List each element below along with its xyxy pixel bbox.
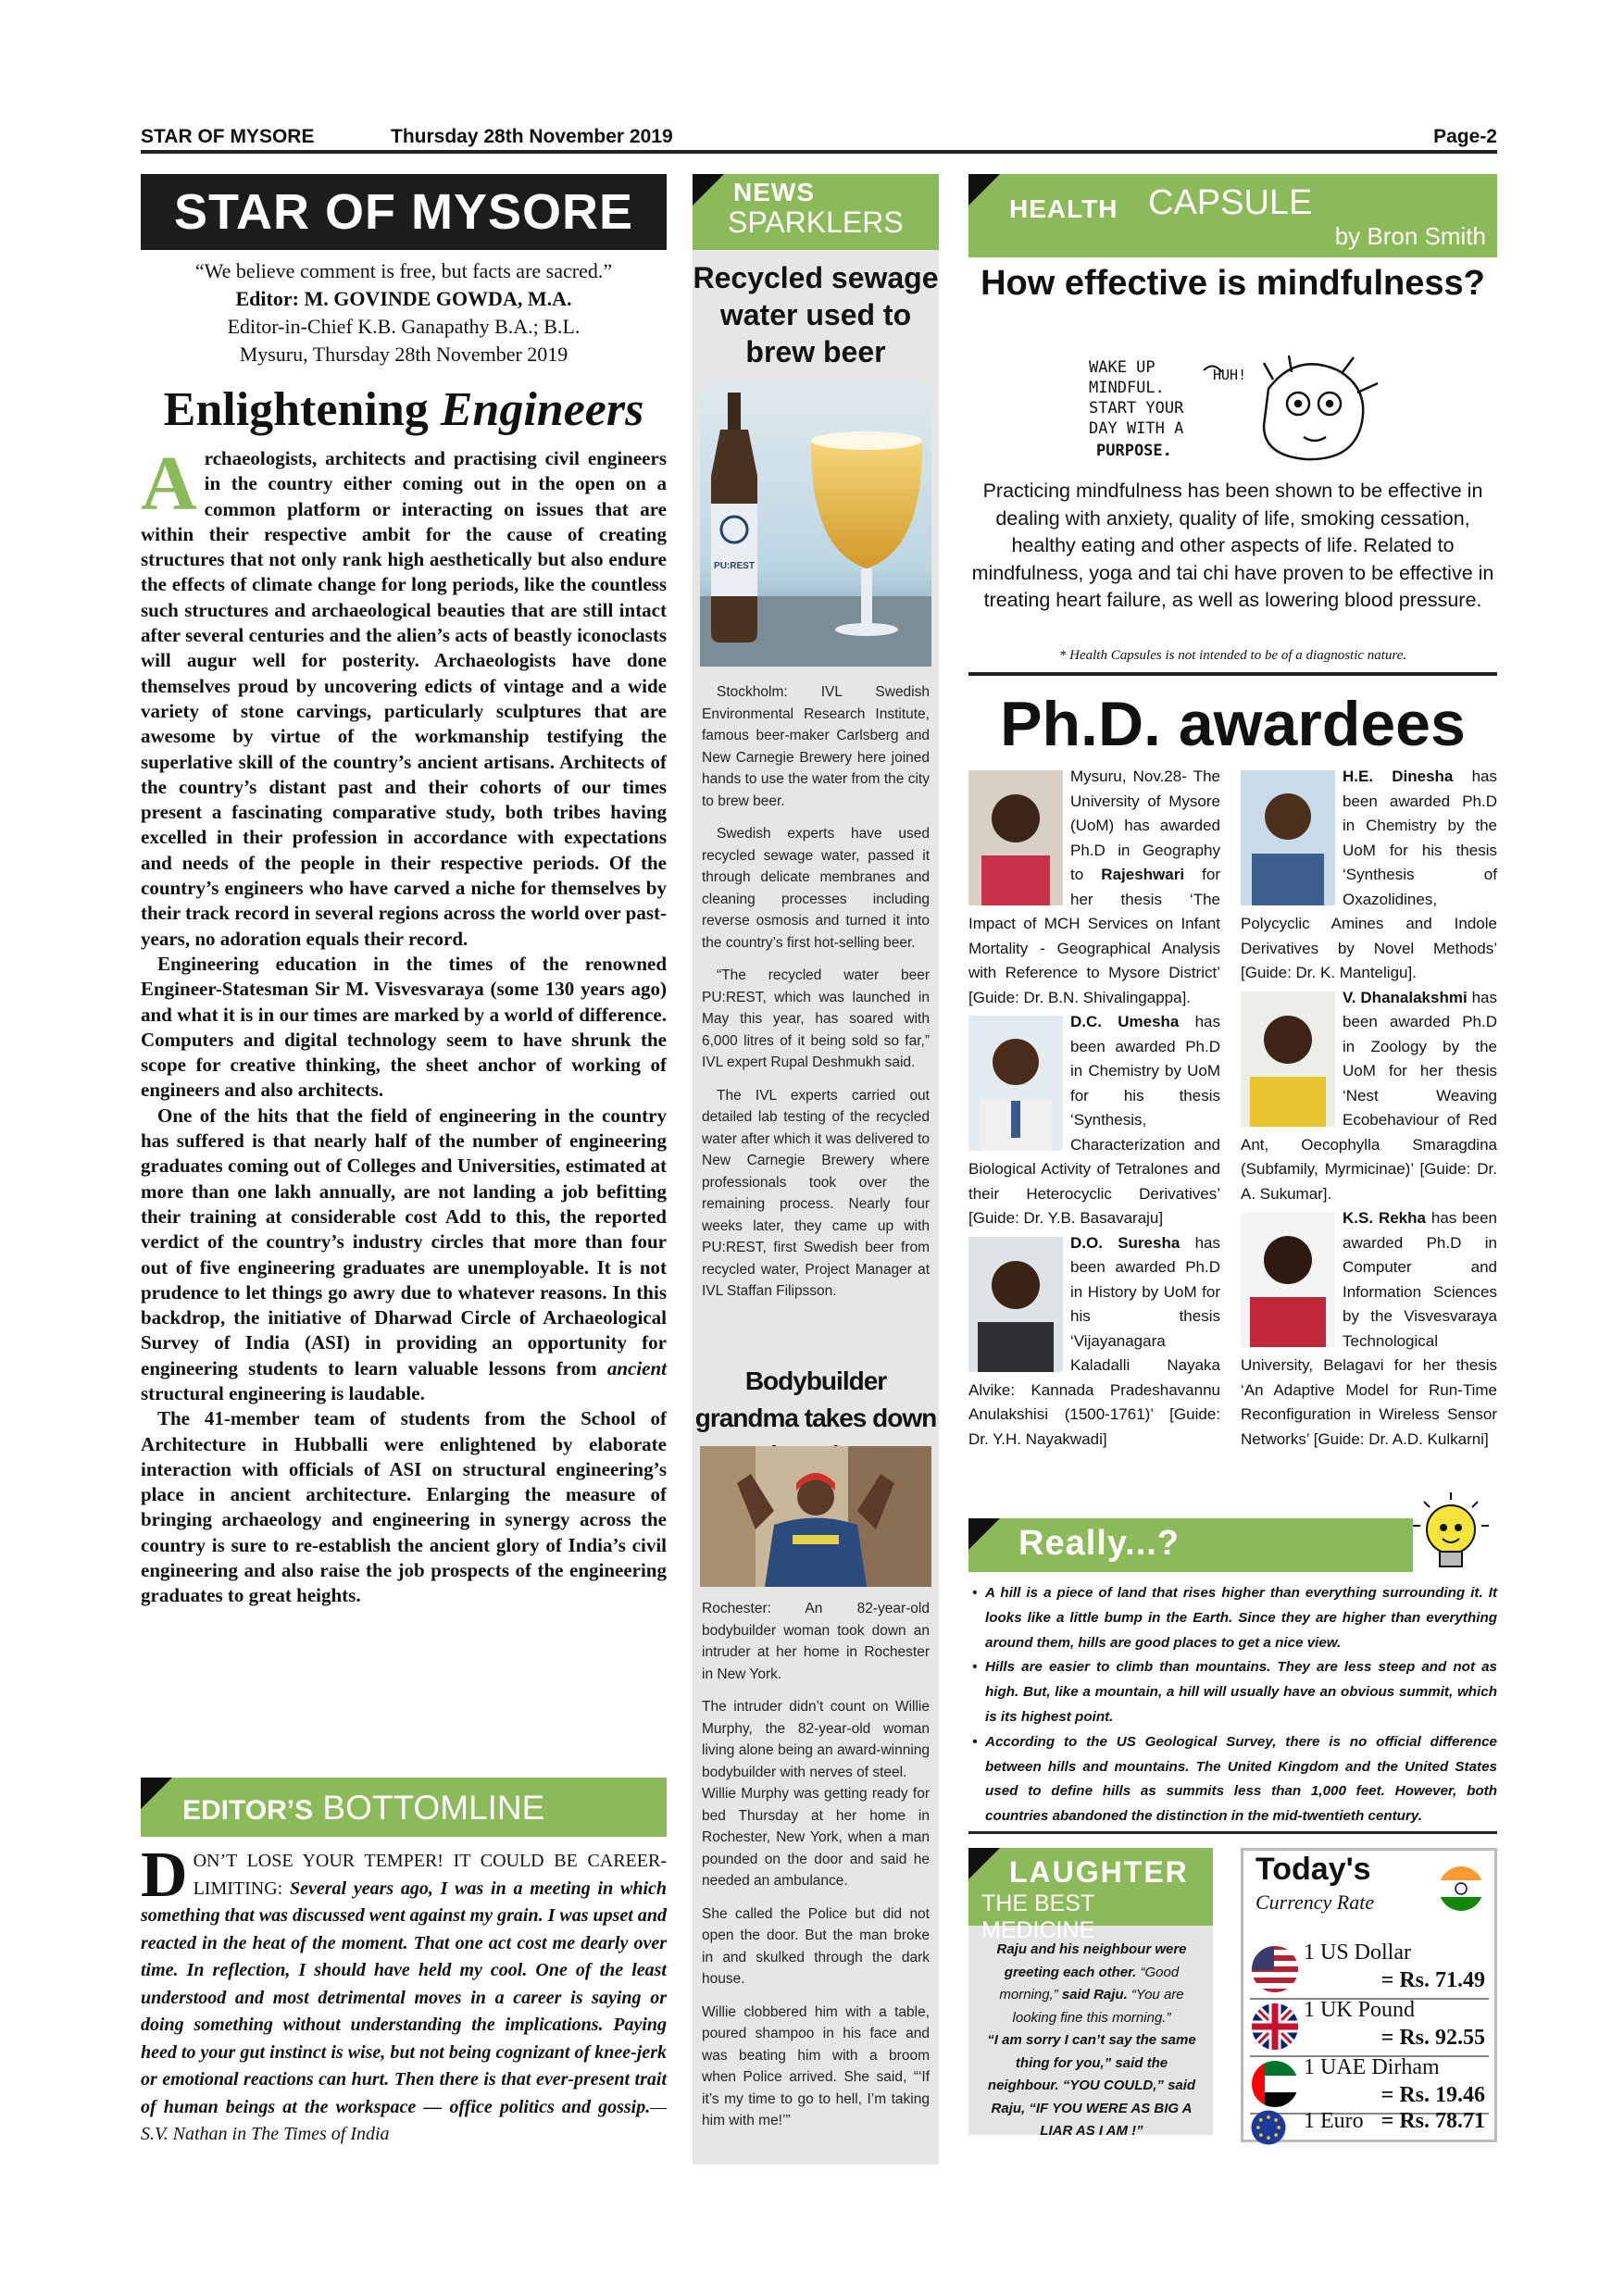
laughter-joke [987,1939,1196,2143]
phd-text: has been awarded Ph.D in Chemistry by the UoM for his thesis ‘Synthesis of Oxazolidines, Polycyclic Amines and Indole Derivatives by Novel Methods’ [Guide: Dr. K. Manteligu]. [1241,767,1497,981]
phd-title: Ph.D. awardees [1000,689,1466,759]
bottomline-text: Several years ago, I was in a meeting in which something that was discussed went against my grain. I was upset and reacted in the heat of the moment. That one act cost me dearly over time. In reflection, I should have held my cool. One of the least understood and most detrimental moves in a career is saying or doing something without understanding the implications. Paying heed to your gut instinct is wise, but not being cognizant of knee-jerk or emotional reactions can hurt. Then there is that ever-present trait of human beings at the workspace — office politics and gossip. [141,1878,668,2117]
story-paragraph: Willie Murphy was getting ready for bed Thursday at her home in Rochester, New York, when a man pounded on the door and said he needed an ambulance. [702,1786,930,1889]
cartoon-caption: WAKE UP [1089,358,1156,377]
cartoon-caption: START YOUR [1089,399,1184,418]
suresha-photo [968,1237,1063,1372]
really-item: • A hill is a piece of land that rises higher than everything surrounding it. It looks like a little bump in the Earth. Since they are higher than everything around them, hills are good places to get a nice view. [972,1585,1497,1651]
health-disclaimer: * Health Capsules is not intended to be of a diagnostic nature. [1058,648,1407,663]
phd-text: for her thesis ‘The Impact of MCH Services on Infant Mortality - Geographical Analysis with Reference to Mysore District’ [Guide: Dr. B.N. Shivalingappa]. [968,866,1221,1006]
grandma-story-headline: Bodybuilder grandma takes down [694,1366,937,1432]
health-label: CAPSULE [1148,183,1313,222]
really-item: • According to the US Geological Survey, there is no official difference between hills and mountains. The United Kingdom and the United States used to define hills as summits less than 1,000 feet. However, both countries abandoned the distinction in the mid-twentieth century. [972,1733,1497,1825]
editorial-paragraph [141,1104,667,1407]
bottomline-label [182,1789,544,1828]
bottomline-label-bold: EDITOR’S [182,1795,314,1826]
story-paragraph: Rochester: An 82-year-old bodybuilder woman took down an intruder at her home in Rochester in New York. [702,1601,930,1682]
story-paragraph: “The recycled water beer PU:REST, which was launched in May this year, has soared with 6,000 litres of it being sold so far,” IVL expert Rupal Deshmukh said. [702,967,930,1070]
editorial-italic-word: ancient [606,1356,667,1379]
editorial-title-plain: Enlightening [163,383,441,436]
us-flag-icon [1250,1944,1300,1994]
editorial-paragraph: The 41-member team of students from the School of Architecture in Hubballi were enlightened by elaborate interaction with officials of ASI on structural engineering’s place in ancient architecture. Enlarging the measure of bringing archaeology and engineering in synergy across the country is sure to re-establish the ancient glory of India’s civil engineering and also raise the job prospects of the engineering graduates to great heights. [141,1407,667,1607]
phd-text: has been awarded Ph.D in Computer and Information Sciences by the Visvesvaraya Technological University, Belagavi for her thesis ‘An Adaptive Model for Run-Time Reconfiguration in Wireless Sensor Networks’ [Guide: Dr. A.D. Kulkarni] [1241,1209,1497,1448]
corner-triangle [141,1778,172,1809]
masthead-logo: STAR OF MYSORE [141,174,667,250]
phd-text: has been awarded Ph.D in Zoology by the UoM for her thesis ‘Nest Weaving Ecobehaviour of Red Ant, Oecophylla Smaragdina (Subfamily, Myrmicinae)’ [Guide: Dr. A. Sukumar]. [1241,988,1497,1203]
story-paragraph: Stockholm: IVL Swedish Environmental Research Institute, famous beer-maker Carlsberg and New Carnegie Brewery here joined hands to use the water from the city to brew beer. [702,684,930,809]
really-label: Really...? [1018,1524,1181,1563]
currency-name: 1 US Dollar [1304,1940,1411,1965]
health-title: How effective is mindfulness? [981,264,1485,303]
paper-name: STAR OF MYSORE [141,126,315,147]
laughter-sublabel: THE BEST MEDICINE [981,1890,1095,1943]
editor-line: Editor: M. GOVINDE GOWDA, M.A. [235,287,572,310]
currency-title: Today's [1255,1852,1371,1887]
dinesha-photo [1241,770,1335,905]
mindfulness-cartoon [1083,352,1389,467]
page-header [141,124,1497,154]
beer-story-body [702,681,930,1314]
phd-left-column [968,765,1220,1452]
health-label-bold: HEALTH [1009,194,1118,223]
really-text: According to the US Geological Survey, there is no official difference between hills and mountains. The United Kingdom and the United States used to define hills as summits less than 1,000 feet. However, both countries abandoned the distinction in the mid-twentieth century. [985,1733,1497,1825]
joke-text: “Good morning,” [999,1964,1180,2003]
beer-photo [700,383,931,667]
bottomline-banner [141,1778,667,1837]
phd-entry [1241,765,1497,986]
news-sparklers-banner [693,174,939,250]
story-paragraph: Willie clobbered him with a table, poured shampoo in his face and was beating him with a broom when Police arrived. She said, “‘If it’s my time to go to hell, I’m taking him with me!’” [702,2003,930,2128]
phd-text: Mysuru, Nov.28- The University of Mysore (UoM) has awarded Ph.D in Geography to [1070,767,1220,883]
joke-text: Raju and his neighbour were greeting each other. [996,1941,1187,1980]
beer-story-headline: Recycled sewage water used to brew beer [693,261,939,368]
rajeshwari-photo [968,770,1063,905]
currency-name: 1 Euro [1304,2109,1364,2133]
story-paragraph: The intruder didn’t count on Willie Murphy, the 82-year-old woman living alone being an award-winning bodybuilder with nerves of steel. [702,1699,930,1780]
joke-text: “You are looking fine this morning.” [1012,1987,1184,2026]
masthead-info [141,257,667,368]
editorial-title-italic: Engineers [440,383,644,436]
currency-value: = Rs. 78.71 [1380,2109,1485,2133]
really-list [968,1581,1497,1829]
umesha-photo [968,1016,1063,1151]
lightbulb-icon [1409,1492,1493,1578]
editorial-dropcap: A [141,441,197,527]
phd-name: D.O. Suresha [1070,1233,1181,1252]
grandma-story-body [702,1598,930,2143]
bottle-label: PU:REST [714,561,755,571]
really-text: A hill is a piece of land that rises higher than everything surrounding it. It looks like a little bump in the Earth. Since they are higher than everything around them, hills are good places to get a nice view. [985,1585,1497,1651]
editorial-paragraph: Engineering education in the times of the renowned Engineer-Statesman Sir M. Visvesvaraya (some 130 years ago) and what it is in our times are marked by a world of difference. Computers and digital technology seem to have shrunk the scope for creative thinking, the sheet anchor of working of engineers and also architects. [141,952,667,1102]
dhanalakshmi-photo [1241,992,1335,1127]
corner-triangle [968,174,1000,206]
india-flag-icon [1435,1863,1487,1915]
editorial-paragraph [141,441,667,952]
currency-row-usd [1250,1940,1489,1998]
bottomline-credit: — S.V. Nathan in The Times of India [141,2096,667,2144]
dateline: Mysuru, Thursday 28th November 2019 [239,343,568,366]
phd-entry [968,1010,1220,1231]
cartoon-huh: HUH! [1213,367,1247,383]
phd-entry [968,1231,1220,1453]
editor-in-chief-line: Editor-in-Chief K.B. Ganapathy B.A.; B.L. [227,315,581,338]
grandma-photo [700,1446,931,1587]
story-paragraph: She called the Police but did not open the door. But the man broke in and skulked through the dark house. [702,1905,930,1987]
bottomline-label-rest: BOTTOMLINE [313,1789,545,1827]
really-text: Hills are easier to climb than mountains. They are less steep and not as high. But, like a mountain, a hill will usually have an obvious summit, which is its highest point. [985,1659,1497,1725]
currency-name: 1 UAE Dirham [1304,2055,1440,2079]
eu-flag-icon [1250,2109,1287,2146]
editorial-text: rchaeologists, architects and practising civil engineers in the country either coming out in the open on a common platform or interacting on issues that are within their respective ambit for the cause of creating structures that not only rank high aesthetically but also endure the effects of climate change for long periods, like the countless such structures and archaeological beauties that are still intact after several centuries and the alien’s acts of beastly iconoclasts will augur well for posterity. Archaeologists have done themselves proud by uncovering edicts of vintage and a wide variety of stone carvings, particularly sculptures that are awesome by virtue of the workmanship testifying the superlative skill of the country’s ancient artisans. Architects of the country’s distant past and their cohorts of our times present a fascinating comparative study, both tribes having excelled in their profession in accordance with expectations and needs of the people in their respective periods. Of the country’s engineers who have carved a niche for themselves by their track record in several regions across the world over past-years, no adoration equals their record. [141,447,667,950]
health-byline: by Bron Smith [1334,222,1486,250]
currency-value: = Rs. 71.49 [1380,1968,1485,1992]
cartoon-caption: PURPOSE. [1096,442,1172,460]
editorial-body [141,441,667,1609]
cartoon-caption: MINDFUL. [1089,379,1165,397]
phd-right-column [1241,765,1497,1452]
bottomline-body [141,1840,668,2149]
phd-text: has been awarded Ph.D in Chemistry by UoM for his thesis ‘Synthesis, Characterization and Biological Activity of Tetralones and their Heterocyclic Derivatives’ [Guide: Dr. Y.B. Basavaraju] [968,1013,1220,1227]
page-number: Page-2 [1433,126,1497,147]
joke-text: said Raju. [1061,1987,1131,2003]
story-paragraph: Swedish experts have used recycled sewage water, passed it through delicate membranes and cleaning processes including reverse osmosis and turned it into the country’s first hot-selling beer. [702,826,930,951]
health-body: Practicing mindfulness has been shown to be effective in dealing with anxiety, quality of life, smoking cessation, healthy eating and other aspects of life. Related to mindfulness, yoga and tai chi have proven to be effective in treating heart failure, as well as lowering blood pressure. [971,480,1494,611]
currency-value: = Rs. 19.46 [1380,2083,1485,2107]
divider [968,672,1497,676]
phd-name: Rajeshwari [1101,866,1185,883]
currency-subtitle: Currency Rate [1255,1890,1375,1914]
story-paragraph: The IVL experts carried out detailed lab testing of the recycled water after which it was delivered to New Carnegie Brewery where professionals took over the remaining process. Nearly four weeks later, they came up with PU:REST, first Swedish beer from recycled water, Project Manager at IVL Staffan Filipsson. [702,1087,930,1299]
cartoon-caption: DAY WITH A [1089,419,1184,438]
uae-flag-icon [1250,2059,1300,2109]
currency-row-aed [1250,2055,1489,2113]
phd-name: K.S. Rekha [1343,1209,1426,1227]
divider [968,1831,1497,1834]
bottomline-dropcap: D [141,1840,188,1911]
sparklers-label: SPARKLERS [728,206,904,239]
corner-triangle [968,1518,1000,1550]
corner-triangle [968,1848,1000,1879]
motto: “We believe comment is free, but facts are sacred.” [194,259,613,282]
editorial-title [141,380,667,441]
laughter-label: LAUGHTER [1009,1855,1189,1889]
laughter-banner [968,1848,1213,1943]
phd-name: V. Dhanalakshmi [1343,988,1468,1006]
issue-date: Thursday 28th November 2019 [391,126,673,147]
corner-triangle [693,174,724,206]
editorial-text: One of the hits that the field of engineering in the country has suffered is that nearly half of the number of engineering graduates coming out of Colleges and Universities, estimated at more than one lakh annually, are not landing a job befitting their training at considerable cost Add to this, the reported verdict of the country’s industry circles that more than four out of five engineering graduates are unemployable. It is not prudence to let things go awry due to whatever reasons. In this backdrop, the initiative of Dharwad Circle of Archaeological Survey of India (ASI) in providing an opportunity for engineering students to learn valuable lessons from [141,1104,667,1379]
phd-name: D.C. Umesha [1070,1013,1180,1030]
editorial-text: structural engineering is laudable. [141,1381,425,1404]
phd-text: has been awarded Ph.D in History by UoM for his thesis ‘Vijayanagara Kaladalli Nayaka Alvike: Kannada Pradeshavannu Anulakshisi (1500-1761)’ [Guide: Dr. Y.H. Nayakwadi] [968,1233,1220,1448]
uk-flag-icon [1250,2002,1300,2052]
bottomline-caps: ON’T LOSE YOUR TEMPER! IT COULD BE CAREER-LIMITING: [193,1851,667,1899]
phd-name: H.E. Dinesha [1343,767,1454,785]
joke-text: “I am sorry I can’t say the same thing for you,” said the neighbour. “YOU COULD,” said Raju, “IF YOU WERE AS BIG A LIAR AS I AM !” [987,2032,1196,2139]
rekha-photo [1241,1212,1335,1347]
phd-entry [968,765,1220,1010]
currency-value: = Rs. 92.55 [1380,2026,1485,2050]
currency-name: 1 UK Pound [1304,1998,1416,2022]
health-capsule-banner [968,174,1497,257]
really-item: • Hills are easier to climb than mountains. They are less steep and not as high. But, like a mountain, a hill will usually have an obvious summit, which is its highest point. [972,1659,1497,1725]
sparklers-label-news: NEWS [733,178,815,206]
currency-row-eur [1250,2109,1489,2140]
currency-row-gbp [1250,1998,1489,2055]
phd-entry [1241,1206,1497,1452]
phd-entry [1241,986,1497,1207]
really-banner [968,1518,1413,1572]
